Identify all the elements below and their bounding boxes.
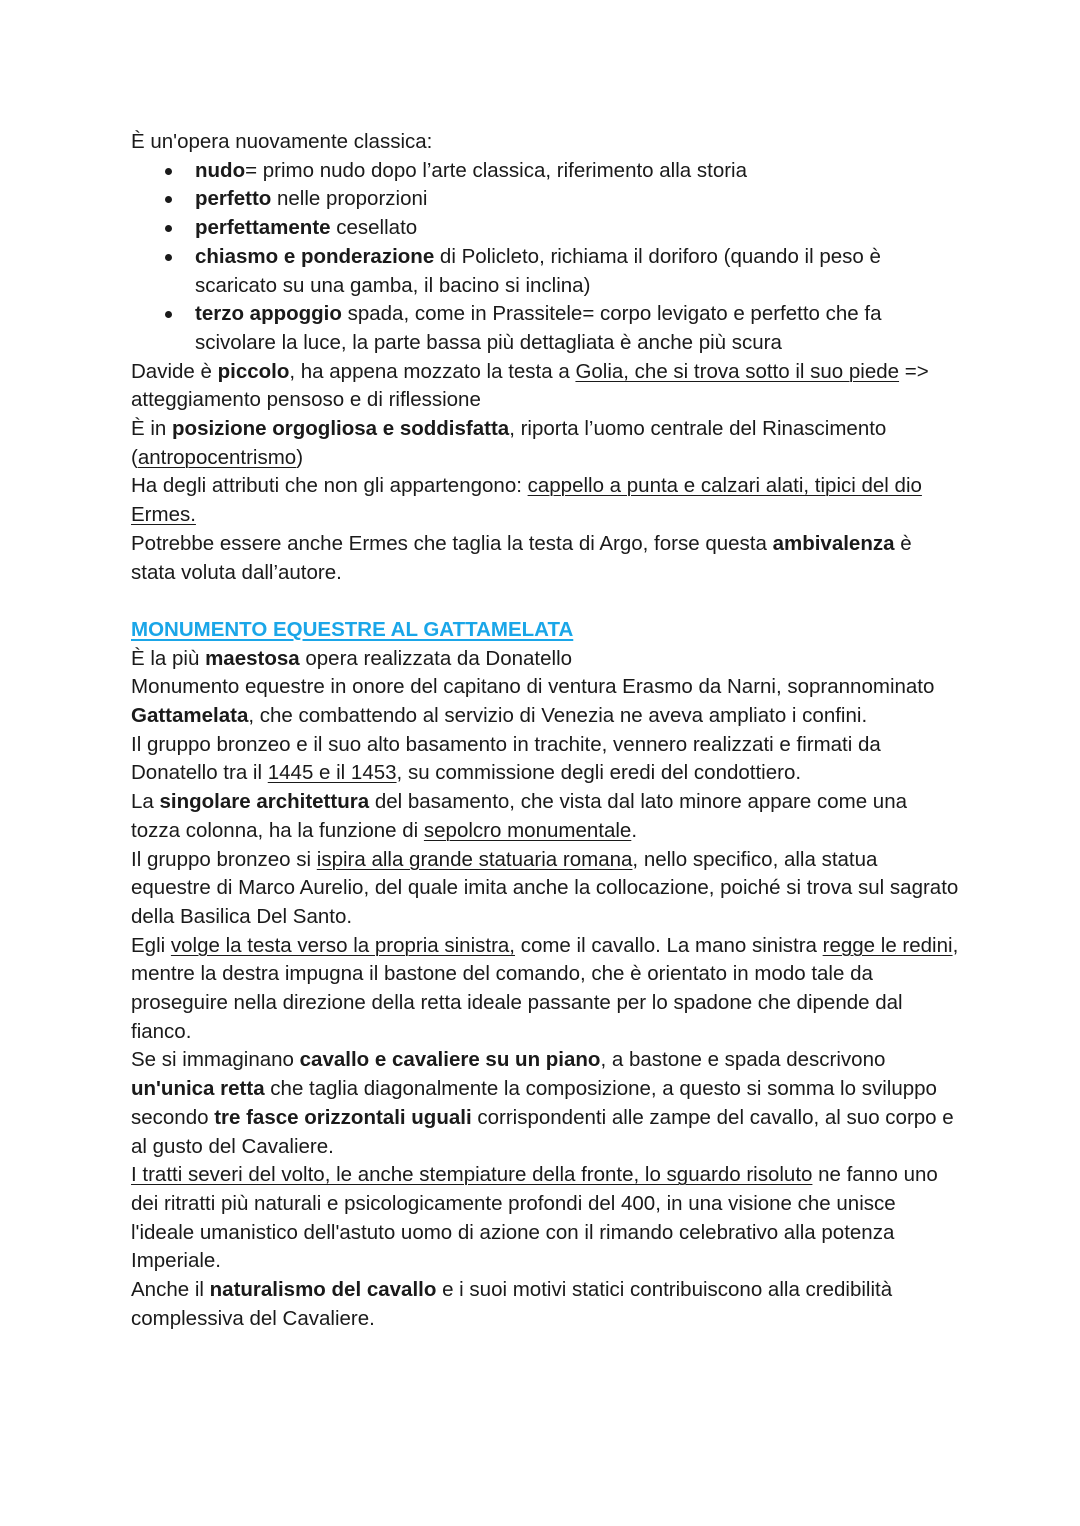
- list-item: perfetto nelle proporzioni: [195, 185, 961, 214]
- list-item: chiasmo e ponderazione di Policleto, richiama il doriforo (quando il peso è scaricato su una gamba, il bacino si inclina): [195, 243, 961, 300]
- egli-paragraph: Egli volge la testa verso la propria sinistra, come il cavallo. La mano sinistra regge le redini, mentre la destra impugna il bastone del comando, che è orientato in modo tale da proseguire nella direzione della retta ideale passante per lo spadone che dipende dal fianco.: [131, 933, 959, 1043]
- section-heading[interactable]: MONUMENTO EQUESTRE AL GATTAMELATA: [131, 617, 574, 641]
- ermes-paragraph: Potrebbe essere anche Ermes che taglia la testa di Argo, forse questa ambivalenza è stata voluta dall’autore.: [131, 531, 912, 584]
- attributi-paragraph: Ha degli attributi che non gli appartengono: cappello a punta e calzari alati, tipici del dio Ermes.: [131, 474, 922, 527]
- list-item: perfettamente cesellato: [195, 214, 961, 243]
- naturalismo-paragraph: Anche il naturalismo del cavallo e i suoi motivi statici contribuiscono alla credibilità complessiva del Cavaliere.: [131, 1278, 893, 1330]
- maestosa-paragraph: È la più maestosa opera realizzata da Donatello: [131, 646, 573, 670]
- piano-paragraph: Se si immaginano cavallo e cavaliere su un piano, a bastone e spada descrivono un'unica retta che taglia diagonalmente la composizione, a questo si somma lo sviluppo secondo tre fasce orizzontali uguali corrispondenti alle zampe del cavallo, al suo corpo e al gusto del Cavaliere.: [131, 1048, 954, 1158]
- ispira-paragraph: Il gruppo bronzeo si ispira alla grande statuaria romana, nello specifico, alla statua equestre di Marco Aurelio, del quale imita anche la collocazione, poiché si trova sul sagrato della Basilica Del Santo.: [131, 847, 959, 928]
- classic-features-list: [131, 157, 961, 358]
- monumento-paragraph: Monumento equestre in onore del capitano di ventura Erasmo da Narni, soprannominato Gattamelata, che combattendo al servizio di Venezia ne aveva ampliato i confini.: [131, 675, 935, 728]
- document-page: [131, 128, 961, 1334]
- posizione-paragraph: È in posizione orgogliosa e soddisfatta, riporta l’uomo centrale del Rinascimento (antropocentrismo): [131, 417, 887, 469]
- davide-paragraph: Davide è piccolo, ha appena mozzato la testa a Golia, che si trova sotto il suo piede => atteggiamento pensoso e di riflessione: [131, 359, 929, 412]
- singolare-paragraph: La singolare architettura del basamento, che vista dal lato minore appare come una tozza colonna, ha la funzione di sepolcro monumentale.: [131, 790, 907, 842]
- list-item: nudo= primo nudo dopo l’arte classica, riferimento alla storia: [195, 157, 961, 186]
- tratti-paragraph: I tratti severi del volto, le anche stempiature della fronte, lo sguardo risoluto ne fanno uno dei ritratti più naturali e psicologicamente profondi del 400, in una visione che unisce l'ideale umanistico dell'astuto uomo di azione con il rimando celebrativo alla potenza Imperiale.: [131, 1163, 938, 1273]
- gruppo-paragraph: Il gruppo bronzeo e il suo alto basamento in trachite, vennero realizzati e firmati da Donatello tra il 1445 e il 1453, su commissione degli eredi del condottiero.: [131, 732, 881, 785]
- intro-paragraph: È un'opera nuovamente classica:: [131, 130, 433, 153]
- list-item: terzo appoggio spada, come in Prassitele= corpo levigato e perfetto che fa scivolare la luce, la parte bassa più dettagliata è anche più scura: [195, 300, 961, 357]
